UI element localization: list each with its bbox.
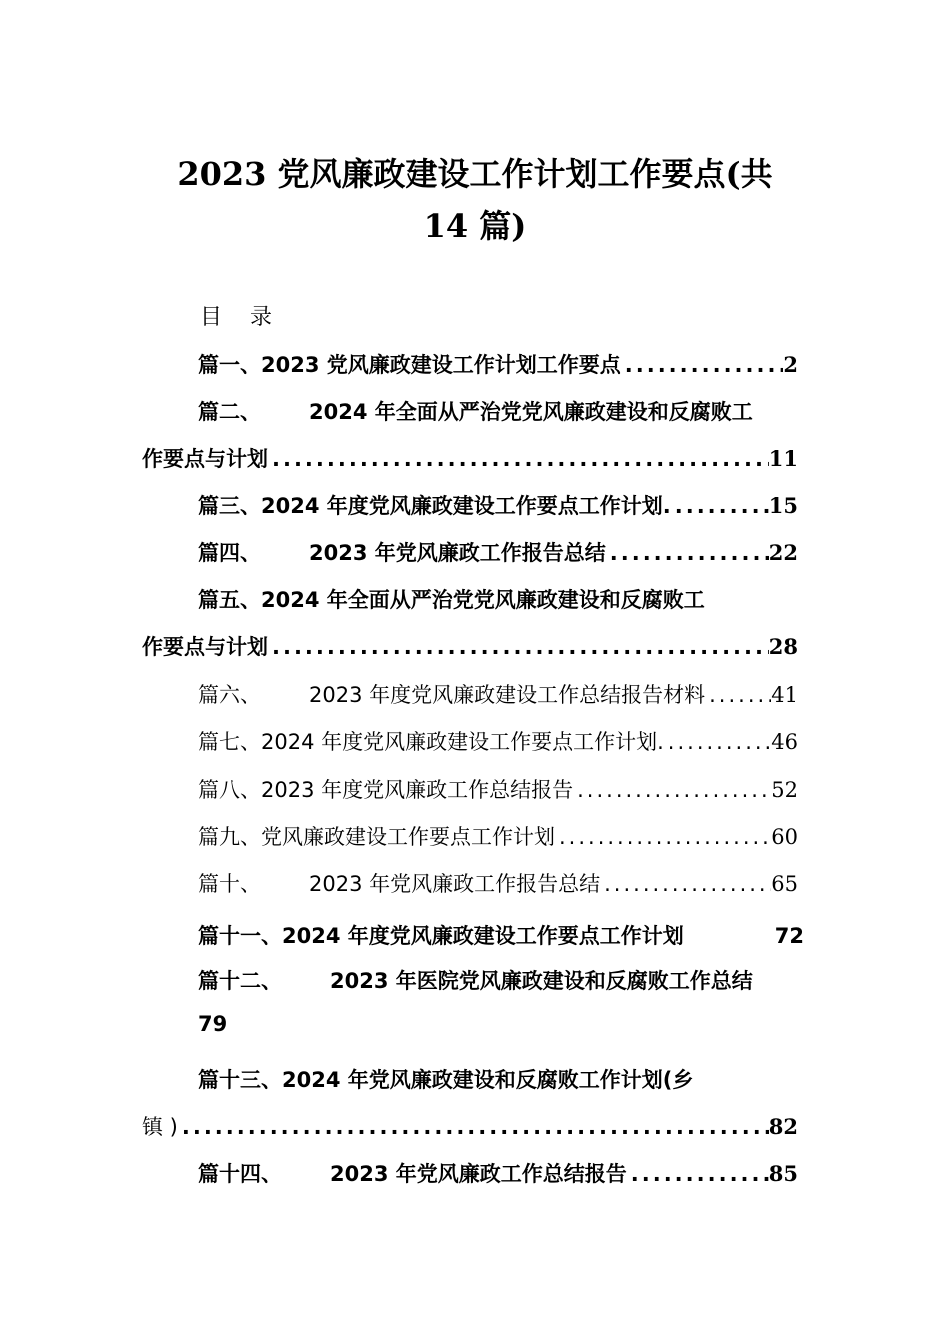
toc-entry-wrap[interactable]: [142, 1107, 798, 1147]
toc-entry[interactable]: [198, 1060, 798, 1100]
toc-entry-label-cont: 2023 年党风廉政工作报告总结: [309, 541, 606, 565]
toc-entry-label-wrap: 镇 ): [142, 1115, 178, 1139]
toc-entry[interactable]: [198, 580, 798, 620]
toc-leader: [555, 817, 771, 857]
toc-entry[interactable]: [198, 864, 798, 904]
toc-entry[interactable]: [198, 916, 804, 956]
toc-entry-page: 46: [771, 730, 798, 754]
toc-entry-page: 60: [771, 825, 798, 849]
toc-entry-page: 65: [771, 872, 798, 896]
toc-entry[interactable]: [198, 486, 798, 526]
toc-leader: [600, 864, 771, 904]
toc-entry-page: 85: [768, 1161, 798, 1186]
toc-entry-label: 篇六、: [198, 683, 261, 707]
toc-entry-page: 11: [768, 446, 798, 471]
toc-entry-label: 篇四、: [198, 541, 261, 565]
toc-entry-page: 2: [783, 352, 798, 377]
toc-entry-label-wrap: 作要点与计划: [142, 447, 268, 471]
toc-entry[interactable]: [198, 675, 798, 715]
toc-heading: 目录: [200, 305, 301, 330]
toc-entry-page: 79: [198, 1012, 228, 1036]
toc-entry-label: 篇十三、2024 年党风廉政建设和反腐败工作计划(乡: [198, 1068, 694, 1092]
toc-entry[interactable]: [198, 1154, 798, 1194]
toc-entry-label: 篇七、2024 年度党风廉政建设工作要点工作计划.: [198, 730, 664, 754]
toc-entry-label: 篇十二、: [198, 969, 282, 993]
toc-entry-label-cont: 2023 年党风廉政工作报告总结: [309, 872, 601, 896]
toc-entry-label: 篇三、2024 年度党风廉政建设工作要点工作计划.: [198, 494, 671, 518]
toc-entry-page: 41: [771, 683, 798, 707]
toc-leader: [606, 533, 769, 573]
toc-entry-label: 篇十一、2024 年度党风廉政建设工作要点工作计划: [198, 924, 684, 948]
toc-leader: [268, 439, 769, 479]
toc-leader: [705, 675, 771, 715]
toc-entry-label-wrap: 作要点与计划: [142, 635, 268, 659]
toc-entry-label-cont: 2023 年党风廉政工作总结报告: [330, 1162, 627, 1186]
toc-entry-label: 篇二、: [198, 400, 261, 424]
toc-entry[interactable]: [198, 817, 798, 857]
toc-entry-label: 篇一、2023 党风廉政建设工作计划工作要点: [198, 353, 621, 377]
toc-entry-wrap[interactable]: [142, 627, 798, 667]
toc-entry-label-cont: 2024 年全面从严治党党风廉政建设和反腐败工: [309, 400, 753, 424]
toc-entry-label: 篇十四、: [198, 1162, 282, 1186]
toc-leader: [627, 1154, 769, 1194]
toc-entry-page: 22: [768, 540, 798, 565]
toc-entry-label: 篇五、2024 年全面从严治党党风廉政建设和反腐败工: [198, 588, 705, 612]
document-title-line-1: 2023 党风廉政建设工作计划工作要点(共: [177, 155, 773, 193]
toc-entry-label-cont: 2023 年度党风廉政建设工作总结报告材料: [309, 683, 706, 707]
toc-leader: [268, 627, 769, 667]
toc-entry-page: 52: [771, 778, 798, 802]
toc-entry[interactable]: [198, 533, 798, 573]
toc-leader: [664, 722, 771, 762]
toc-entry[interactable]: [198, 392, 798, 432]
toc-entry-label: 篇八、2023 年度党风廉政工作总结报告: [198, 778, 574, 802]
toc-leader: [573, 770, 771, 810]
toc-entry-page: 72: [774, 924, 804, 948]
toc-entry-label: 篇十、: [198, 872, 261, 896]
toc-entry-page: 82: [768, 1114, 798, 1139]
toc-leader: [178, 1107, 769, 1147]
toc-entry-label: 篇九、党风廉政建设工作要点工作计划: [198, 825, 555, 849]
document-title-line-2: 14 篇): [423, 207, 527, 245]
toc-entry-label-cont: 2023 年医院党风廉政建设和反腐败工作总结: [330, 969, 753, 993]
toc-entry[interactable]: [198, 345, 798, 385]
toc-entry[interactable]: [198, 770, 798, 810]
toc-entry-page: 28: [768, 634, 798, 659]
toc-entry[interactable]: [198, 961, 798, 1001]
toc-entry-wrap[interactable]: [198, 1004, 798, 1044]
toc-entry-page: 15: [768, 493, 798, 518]
toc-entry[interactable]: [198, 722, 798, 762]
toc-leader: [671, 486, 769, 526]
toc-leader: [621, 345, 784, 385]
toc-entry-wrap[interactable]: [142, 439, 798, 479]
